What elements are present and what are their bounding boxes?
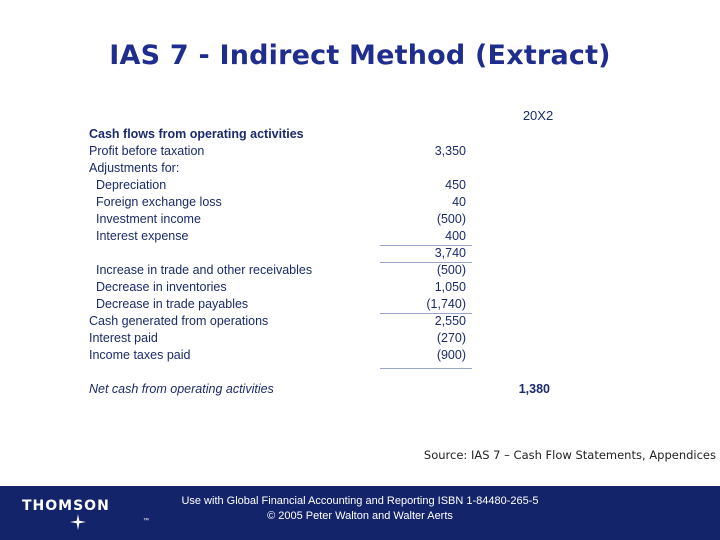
statement-row-net-total	[0, 381, 720, 398]
row-label: Interest expense	[96, 229, 189, 243]
row-amount: (270)	[436, 331, 466, 345]
row-label: Decrease in inventories	[96, 280, 227, 294]
footer-copyright-line: © 2005 Peter Walton and Walter Aerts	[267, 510, 453, 522]
row-label: Cash flows from operating activities	[89, 127, 304, 141]
cash-flow-statement	[0, 126, 720, 398]
total-rule	[380, 368, 472, 369]
row-label: Depreciation	[96, 178, 167, 192]
statement-row	[0, 143, 720, 160]
footer-isbn-line: Use with Global Financial Accounting and Reporting ISBN 1-84480-265-5	[181, 495, 539, 507]
subtotal-rule	[380, 245, 472, 246]
statement-row-subtotal	[0, 245, 720, 262]
row-amount: (500)	[436, 263, 466, 277]
row-label: Increase in trade and other receivables	[96, 263, 313, 277]
statement-row	[0, 160, 720, 177]
row-label: Interest paid	[89, 331, 158, 345]
row-total: 1,380	[518, 382, 550, 396]
row-label: Net cash from operating activities	[89, 382, 274, 396]
statement-row	[0, 228, 720, 245]
row-amount: 2,550	[434, 314, 466, 328]
subtotal-rule	[380, 313, 472, 314]
row-amount: 3,350	[434, 144, 466, 158]
statement-row	[0, 296, 720, 313]
star-icon	[70, 514, 86, 530]
row-label: Cash generated from operations	[89, 314, 269, 328]
trademark-mark: ™	[143, 518, 149, 524]
statement-row	[0, 262, 720, 279]
slide-title: IAS 7 - Indirect Method (Extract)	[109, 40, 611, 71]
row-label: Income taxes paid	[89, 348, 191, 362]
statement-row	[0, 177, 720, 194]
statement-row	[0, 211, 720, 228]
footer-credits	[180, 494, 540, 524]
statement-row	[0, 347, 720, 364]
subtotal-rule	[380, 262, 472, 263]
row-amount: 3,740	[434, 246, 466, 260]
row-amount: 450	[445, 178, 466, 192]
row-label: Decrease in trade payables	[96, 297, 249, 311]
row-label: Investment income	[96, 212, 201, 226]
statement-row	[0, 279, 720, 296]
column-header-year: 20X2	[522, 108, 554, 123]
footer-bar	[0, 486, 720, 540]
publisher-logo: THOMSON	[22, 498, 110, 514]
row-label: Profit before taxation	[89, 144, 205, 158]
row-amount: (900)	[436, 348, 466, 362]
statement-row-heading	[0, 126, 720, 143]
statement-row-spacer	[0, 364, 720, 381]
row-label: Foreign exchange loss	[96, 195, 222, 209]
statement-row	[0, 194, 720, 211]
row-amount: (500)	[436, 212, 466, 226]
row-label: Adjustments for:	[89, 161, 180, 175]
row-amount: 40	[452, 195, 466, 209]
statement-row	[0, 313, 720, 330]
source-note: Source: IAS 7 – Cash Flow Statements, Appendices	[423, 448, 716, 462]
statement-row	[0, 330, 720, 347]
row-amount: 1,050	[434, 280, 466, 294]
row-amount: (1,740)	[426, 297, 466, 311]
row-amount: 400	[445, 229, 466, 243]
